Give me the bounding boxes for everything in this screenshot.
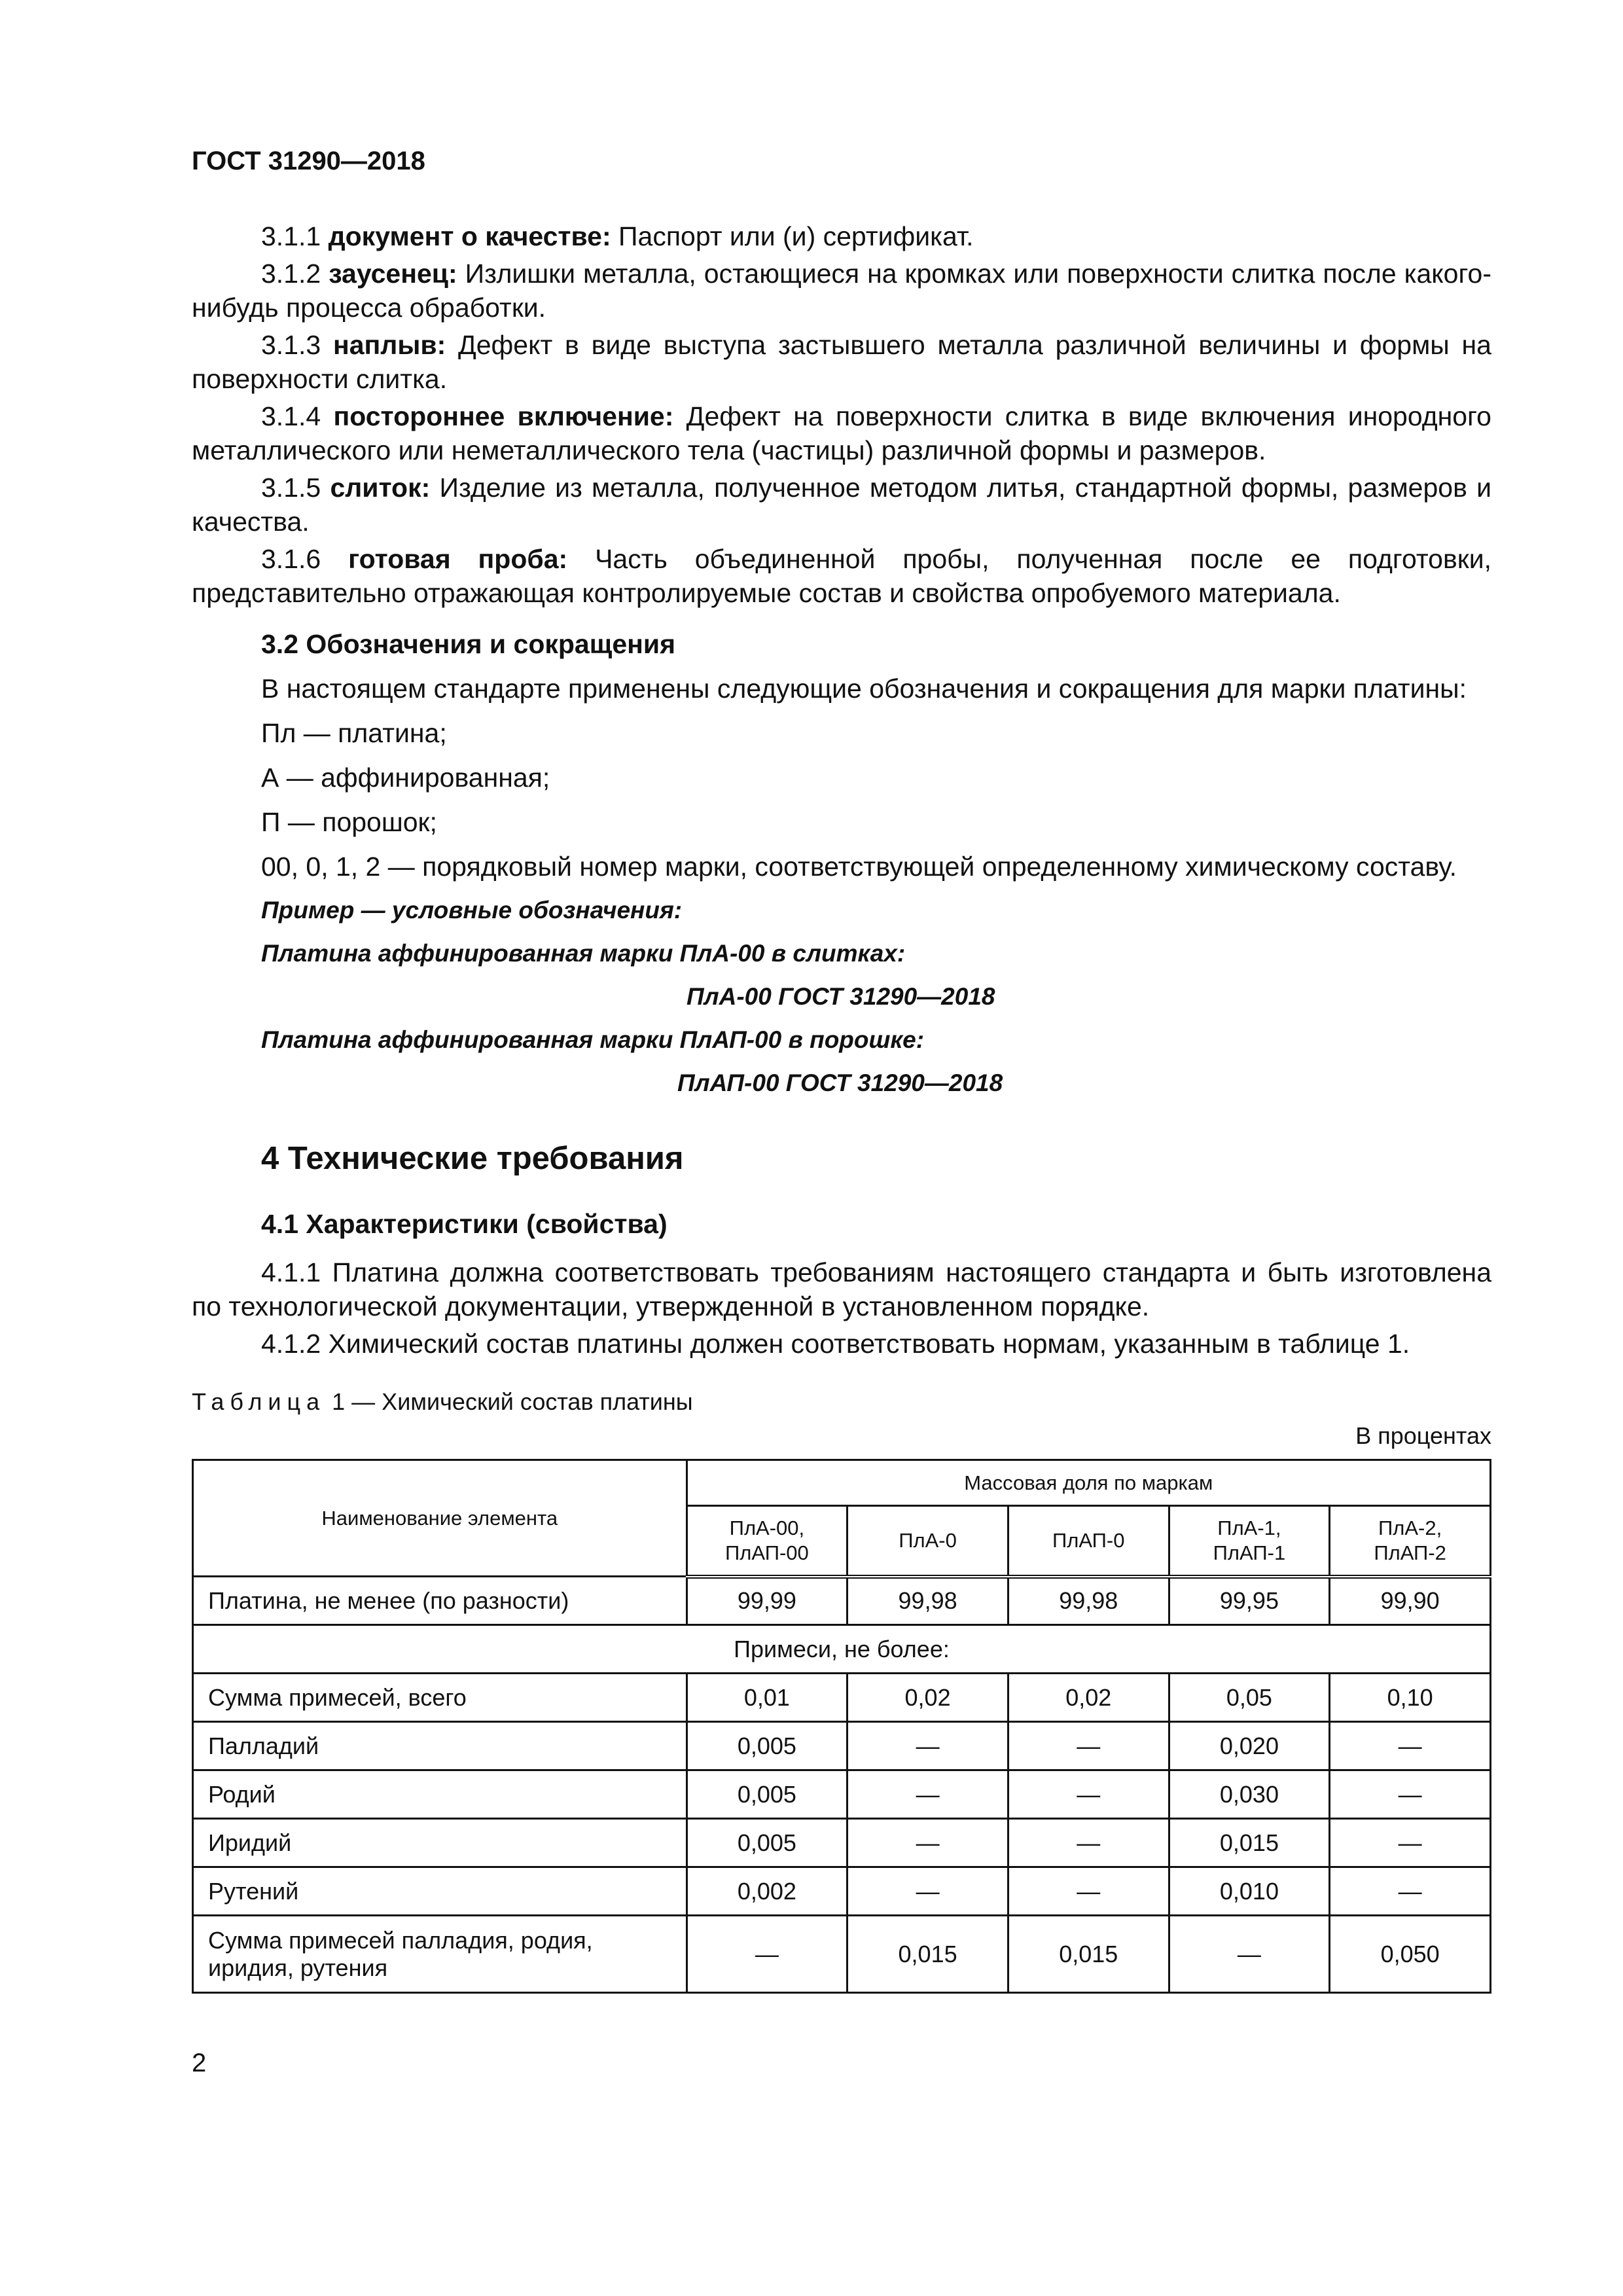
term-3-1-2: 3.1.2 заусенец: Излишки металла, остающиеся на кромках или поверхности слитка после какого-нибудь процесса обработки.	[192, 259, 1491, 323]
page-number: 2	[192, 2049, 207, 2077]
row-label: Палладий	[193, 1722, 687, 1770]
row-label: Платина, не менее (по разности)	[193, 1577, 687, 1625]
row-label: Родий	[193, 1770, 687, 1819]
cell-value: —	[847, 1819, 1008, 1867]
cell-value: —	[1008, 1770, 1169, 1819]
cell-value: 99,98	[847, 1577, 1008, 1625]
table-row	[193, 1867, 1491, 1916]
table-row-impurities-header	[193, 1625, 1491, 1674]
cell-value: 0,015	[1169, 1819, 1330, 1867]
section-3-2-title: 3.2 Обозначения и сокращения	[261, 629, 676, 659]
cell-value: —	[847, 1722, 1008, 1770]
term-3-1-5: 3.1.5 слиток: Изделие из металла, полученное методом литья, стандартной формы, размеров и качества.	[192, 473, 1491, 537]
cell-value: —	[847, 1770, 1008, 1819]
table-units: В процентах	[1355, 1422, 1491, 1449]
example-2-label: Платина аффинированная марки ПлАП-00 в порошке:	[261, 1026, 925, 1053]
cell-value: —	[1330, 1867, 1491, 1916]
standard-code-header: ГОСТ 31290—2018	[192, 147, 425, 175]
table-row	[193, 1770, 1491, 1819]
section-4-title: 4 Технические требования	[261, 1141, 684, 1176]
term-3-1-1: 3.1.1 документ о качестве: Паспорт или (и) сертификат.	[261, 221, 974, 251]
paragraph-4-1-2: 4.1.2 Химический состав платины должен соответствовать нормам, указанным в таблице 1.	[261, 1329, 1410, 1359]
table-row	[193, 1916, 1491, 1993]
cell-value: 0,030	[1169, 1770, 1330, 1819]
abbrev-item: 00, 0, 1, 2 — порядковый номер марки, соответствующей определенному химическому составу.	[261, 852, 1457, 882]
header-element-name: Наименование элемента	[193, 1460, 687, 1577]
header-grade: ПлА-2, ПлАП-2	[1330, 1506, 1491, 1577]
abbrev-item: Пл — платина;	[261, 718, 447, 748]
cell-value: 99,99	[687, 1577, 847, 1625]
cell-value: 0,020	[1169, 1722, 1330, 1770]
cell-value: 0,002	[687, 1867, 847, 1916]
cell-value: 0,010	[1169, 1867, 1330, 1916]
cell-value: 99,98	[1008, 1577, 1169, 1625]
cell-value: 0,01	[687, 1674, 847, 1722]
table-row	[193, 1674, 1491, 1722]
paragraph-4-1-1: 4.1.1 Платина должна соответствовать требованиям настоящего стандарта и быть изготовлена по технологической документации, утвержденной в установленном порядке.	[192, 1257, 1491, 1321]
cell-value: —	[1330, 1722, 1491, 1770]
header-grade: ПлАП-0	[1008, 1506, 1169, 1577]
row-label: Сумма примесей палладия, родия, иридия, рутения	[193, 1916, 687, 1993]
cell-value: —	[847, 1867, 1008, 1916]
term-3-1-4: 3.1.4 постороннее включение: Дефект на поверхности слитка в виде включения инородного металлического или неметаллического тела (частицы) различной формы и размеров.	[192, 401, 1491, 465]
cell-value: 99,95	[1169, 1577, 1330, 1625]
header-grade: ПлА-1, ПлАП-1	[1169, 1506, 1330, 1577]
cell-value: —	[1008, 1722, 1169, 1770]
chemical-composition-table	[192, 1459, 1491, 1994]
cell-value: 0,015	[847, 1916, 1008, 1993]
cell-value: 0,050	[1330, 1916, 1491, 1993]
cell-value: —	[1330, 1819, 1491, 1867]
cell-value: 0,005	[687, 1770, 847, 1819]
row-label: Рутений	[193, 1867, 687, 1916]
term-3-1-3: 3.1.3 наплыв: Дефект в виде выступа застывшего металла различной величины и формы на поверхности слитка.	[192, 330, 1491, 394]
cell-value: 99,90	[1330, 1577, 1491, 1625]
abbrev-item: П — порошок;	[261, 807, 437, 837]
table-row-platinum	[193, 1577, 1491, 1625]
example-1-code: ПлА-00 ГОСТ 31290—2018	[687, 983, 995, 1010]
term-3-1-6: 3.1.6 готовая проба: Часть объединенной пробы, полученная после ее подготовки, представительно отражающая контролируемые состав и свойства опробуемого материала.	[192, 544, 1491, 608]
section-3-2-intro: В настоящем стандарте применены следующие обозначения и сокращения для марки платины:	[261, 673, 1467, 704]
header-grade: ПлА-0	[847, 1506, 1008, 1577]
row-label: Иридий	[193, 1819, 687, 1867]
cell-value: —	[1169, 1916, 1330, 1993]
header-mass-fraction: Массовая доля по маркам	[687, 1460, 1490, 1506]
cell-value: 0,10	[1330, 1674, 1491, 1722]
cell-value: —	[687, 1916, 847, 1993]
cell-value: 0,02	[847, 1674, 1008, 1722]
page-content	[192, 219, 1491, 1994]
cell-value: —	[1008, 1867, 1169, 1916]
table-row	[193, 1819, 1491, 1867]
example-1-label: Платина аффинированная марки ПлА-00 в слитках:	[261, 940, 906, 967]
cell-value: 0,005	[687, 1819, 847, 1867]
abbrev-item: А — аффинированная;	[261, 762, 550, 793]
cell-value: 0,005	[687, 1722, 847, 1770]
cell-value: —	[1330, 1770, 1491, 1819]
row-label: Сумма примесей, всего	[193, 1674, 687, 1722]
cell-value: 0,05	[1169, 1674, 1330, 1722]
header-grade: ПлА-00, ПлАП-00	[687, 1506, 847, 1577]
example-2-code: ПлАП-00 ГОСТ 31290—2018	[677, 1069, 1003, 1096]
table-caption: Таблица 1 — Химический состав платины	[192, 1388, 693, 1415]
table-row	[193, 1722, 1491, 1770]
section-4-1-title: 4.1 Характеристики (свойства)	[261, 1209, 668, 1239]
example-label: Пример — условные обозначения:	[261, 897, 683, 924]
impurities-label: Примеси, не более:	[193, 1625, 1491, 1674]
cell-value: 0,015	[1008, 1916, 1169, 1993]
cell-value: —	[1008, 1819, 1169, 1867]
cell-value: 0,02	[1008, 1674, 1169, 1722]
terms-list	[192, 219, 1491, 610]
